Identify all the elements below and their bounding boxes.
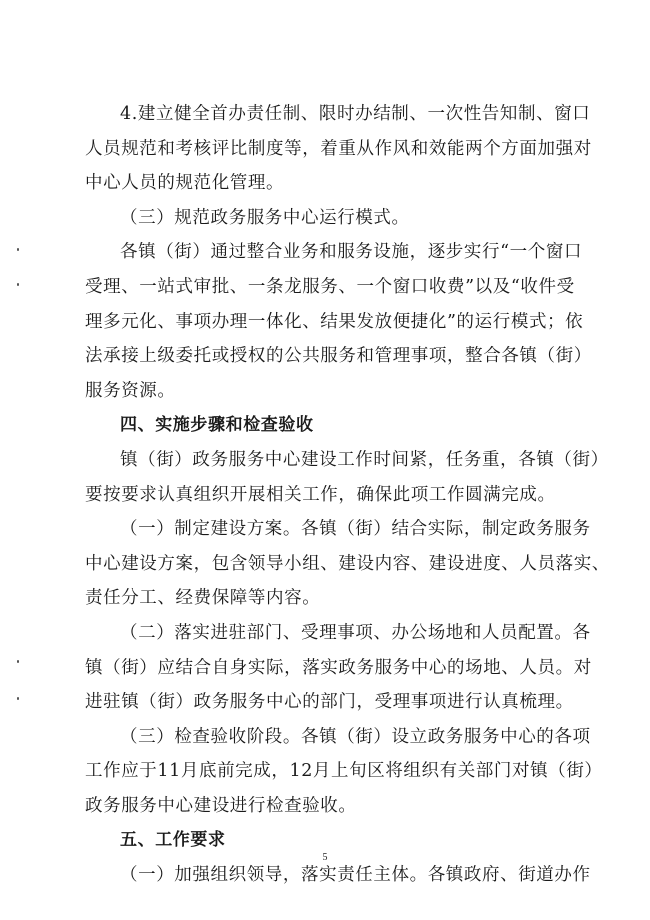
text-line: 理多元化、事项办理一体化、结果发放便捷化”的运行模式；依 [85,311,584,332]
text-line: 工作应于11月底前完成，12月上旬区将组织有关部门对镇（街） [85,761,603,782]
text-line: （二）落实进驻部门、受理事项、办公场地和人员配置。各 [120,622,591,643]
text-line: 镇（街）政务服务中心建设工作时间紧，任务重，各镇（街） [120,449,609,470]
text-line: 服务资源。 [85,380,176,401]
text-line: 中心人员的规范化管理。 [85,173,285,194]
page-number: 5 [322,852,328,863]
text-line: 各镇（街）通过整合业务和服务设施，逐步实行“一个窗口 [120,242,583,263]
text-line: 进驻镇（街）政务服务中心的部门，受理事项进行认真梳理。 [85,692,574,713]
text-line: 责任分工、经费保障等内容。 [85,588,321,609]
text-line: （一）加强组织领导，落实责任主体。各镇政府、街道办作 [120,865,591,886]
text-line: （一）制定建设方案。各镇（街）结合实际，制定政务服务 [120,519,591,540]
text-line: 中心建设方案，包含领导小组、建设内容、建设进度、人员落实、 [85,553,610,574]
scan-artifact [17,283,19,286]
scan-artifact [17,660,19,663]
text-line: （三）检查验收阶段。各镇（街）设立政务服务中心的各项 [120,726,591,747]
text-line: 政务服务中心建设进行检查验收。 [85,795,357,816]
text-line: 法承接上级委托或授权的公共服务和管理事项，整合各镇（街） [85,346,592,367]
section-heading: 四、实施步骤和检查验收 [120,415,314,436]
text-line: 镇（街）应结合自身实际，落实政务服务中心的场地、人员。对 [85,657,592,678]
scan-artifact [17,697,19,700]
text-line: 受理、一站式审批、一条龙服务、一个窗口收费”以及“收件受 [85,276,575,297]
text-line: 要按要求认真组织开展相关工作，确保此项工作圆满完成。 [85,484,556,505]
text-line: （三）规范政务服务中心运行模式。 [120,207,410,228]
text-line: 4.建立健全首办责任制、限时办结制、一次性告知制、窗口 [120,104,591,124]
document-body [85,97,610,893]
section-heading: 五、工作要求 [120,830,226,851]
text-line: 人员规范和考核评比制度等，着重从作风和效能两个方面加强对 [85,138,592,159]
scan-artifact [17,248,19,251]
